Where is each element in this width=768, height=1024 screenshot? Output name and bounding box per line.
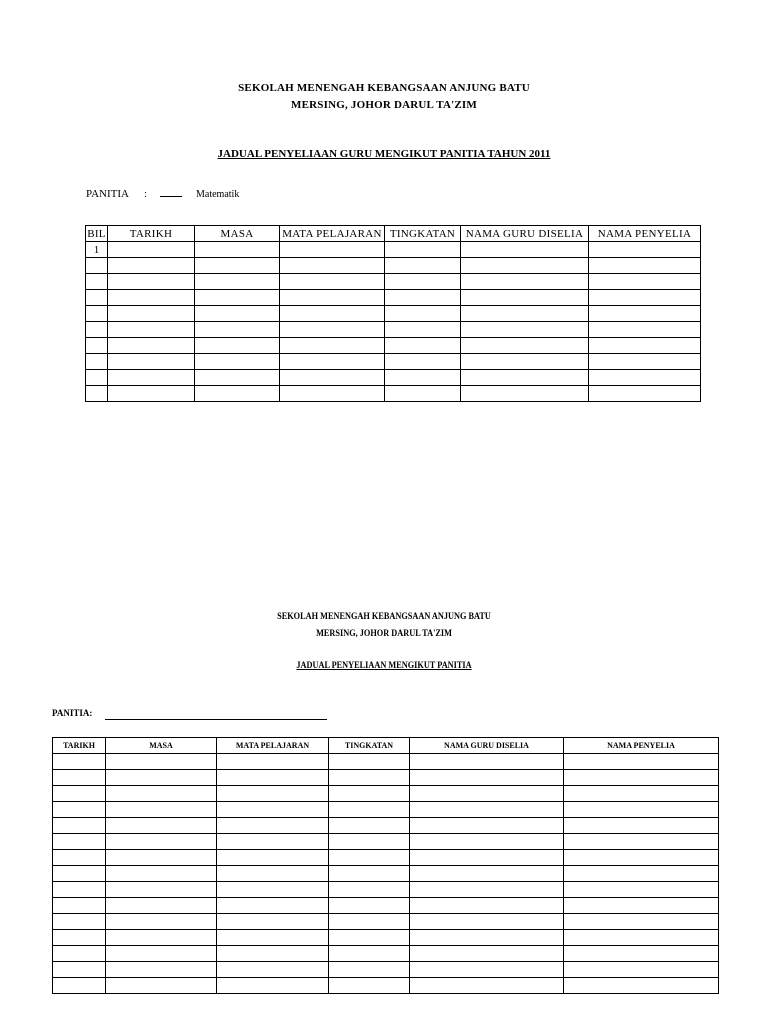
table-row [86,242,701,258]
table-cell[interactable] [106,834,217,850]
form1-address: MERSING, JOHOR DARUL TA'ZIM [291,99,477,111]
table-row [86,274,701,290]
table-cell[interactable] [564,802,719,818]
table-cell[interactable] [106,786,217,802]
table-cell[interactable] [410,978,564,994]
table-cell[interactable] [106,818,217,834]
table-cell[interactable] [106,866,217,882]
table-cell[interactable] [410,850,564,866]
table-row [53,802,719,818]
table-row [86,258,701,274]
form1-panitia-colon: : [144,188,148,200]
table-cell[interactable] [106,946,217,962]
table-cell[interactable] [53,834,106,850]
table-cell[interactable] [564,946,719,962]
table-cell[interactable] [106,914,217,930]
table-cell[interactable] [280,274,385,290]
table-cell[interactable] [329,802,410,818]
table-cell[interactable] [217,946,329,962]
form2-col-masa: MASA [106,738,217,754]
table-cell[interactable] [410,770,564,786]
table-cell[interactable] [86,322,108,338]
table-row [53,834,719,850]
table-row [53,930,719,946]
table-cell[interactable] [280,290,385,306]
table-cell[interactable] [53,962,106,978]
table-cell[interactable] [53,786,106,802]
form2-address: MERSING, JOHOR DARUL TA'ZIM [316,628,452,638]
table-cell[interactable] [108,290,195,306]
form1-header-row [86,226,701,242]
table-cell[interactable] [589,370,701,386]
table-cell[interactable] [564,834,719,850]
table-cell[interactable] [280,242,385,258]
table-cell[interactable] [217,850,329,866]
form1-col-mata-pelajaran: MATA PELAJARAN [280,226,385,242]
table-cell[interactable] [108,338,195,354]
table-cell[interactable] [410,818,564,834]
table-cell[interactable] [410,882,564,898]
form1-title: JADUAL PENYELIAAN GURU MENGIKUT PANITIA TAHUN 2011 [217,148,551,160]
table-cell[interactable] [461,370,589,386]
table-cell[interactable] [280,322,385,338]
table-cell[interactable] [461,386,589,402]
table-cell[interactable] [195,386,280,402]
table-cell[interactable] [86,290,108,306]
form1-panitia-blank [160,187,182,197]
table-cell[interactable] [106,978,217,994]
table-cell[interactable] [461,290,589,306]
table-cell[interactable] [410,866,564,882]
form2-col-tarikh: TARIKH [53,738,106,754]
table-cell[interactable] [53,898,106,914]
table-cell[interactable] [329,818,410,834]
table-cell[interactable] [329,962,410,978]
table-cell[interactable] [329,850,410,866]
table-cell[interactable] [53,914,106,930]
table-cell[interactable] [564,754,719,770]
table-cell[interactable] [589,354,701,370]
table-cell[interactable] [410,786,564,802]
table-cell[interactable] [564,978,719,994]
table-cell[interactable] [385,242,461,258]
form2-school-name: SEKOLAH MENENGAH KEBANGSAAN ANJUNG BATU [277,611,491,621]
table-cell[interactable] [195,370,280,386]
table-cell[interactable] [217,962,329,978]
table-cell[interactable] [564,866,719,882]
form1-schedule-table [85,225,701,402]
table-cell[interactable] [195,258,280,274]
table-cell[interactable] [385,290,461,306]
table-row [53,754,719,770]
table-cell[interactable] [329,866,410,882]
table-cell[interactable] [589,338,701,354]
table-cell[interactable] [329,978,410,994]
table-cell[interactable] [108,354,195,370]
table-cell[interactable] [280,258,385,274]
form1-school-name: SEKOLAH MENENGAH KEBANGSAAN ANJUNG BATU [238,82,530,94]
table-cell[interactable] [385,322,461,338]
table-cell[interactable] [329,834,410,850]
form1-panitia-label: PANITIA [86,188,129,200]
table-cell[interactable] [106,962,217,978]
form2-col-nama-penyelia: NAMA PENYELIA [564,738,719,754]
table-cell[interactable] [329,770,410,786]
table-cell[interactable] [564,850,719,866]
table-cell[interactable] [108,370,195,386]
form2-schedule-table [52,737,719,994]
table-cell[interactable] [106,770,217,786]
table-cell[interactable] [217,786,329,802]
table-row [86,354,701,370]
table-cell[interactable] [217,898,329,914]
table-cell[interactable] [106,898,217,914]
table-cell[interactable] [329,914,410,930]
table-row [86,370,701,386]
table-cell[interactable] [86,274,108,290]
table-cell[interactable] [195,242,280,258]
table-cell[interactable] [589,306,701,322]
table-cell[interactable] [108,242,195,258]
table-cell[interactable] [461,242,589,258]
table-cell[interactable] [329,786,410,802]
table-cell[interactable] [217,914,329,930]
table-cell[interactable] [329,882,410,898]
table-cell[interactable] [195,274,280,290]
table-cell[interactable] [410,930,564,946]
table-cell[interactable] [217,834,329,850]
form2-panitia-label: PANITIA: [52,708,93,718]
table-row [53,850,719,866]
table-cell[interactable] [86,306,108,322]
form2-col-nama-guru-diselia: NAMA GURU DISELIA [410,738,564,754]
table-cell[interactable] [108,386,195,402]
table-cell[interactable] [195,338,280,354]
table-cell[interactable] [564,898,719,914]
form1-col-bil: BIL [87,227,106,240]
table-row [53,882,719,898]
table-cell[interactable] [195,290,280,306]
table-row [86,338,701,354]
table-row [53,770,719,786]
table-cell[interactable] [410,962,564,978]
form1-col-nama-guru-diselia: NAMA GURU DISELIA [461,226,589,242]
table-cell[interactable] [106,754,217,770]
table-cell[interactable] [385,370,461,386]
table-cell[interactable] [564,962,719,978]
table-cell[interactable] [385,338,461,354]
table-cell[interactable] [86,370,108,386]
table-row [86,290,701,306]
table-row [53,978,719,994]
table-cell[interactable] [385,274,461,290]
table-cell[interactable] [217,930,329,946]
table-cell[interactable] [461,354,589,370]
table-row [53,946,719,962]
table-cell[interactable] [217,802,329,818]
table-cell[interactable] [385,306,461,322]
table-cell[interactable] [589,242,701,258]
table-cell[interactable] [108,306,195,322]
form1-col-tarikh: TARIKH [108,226,195,242]
table-cell[interactable] [217,978,329,994]
table-cell[interactable] [86,338,108,354]
table-cell[interactable] [195,306,280,322]
table-cell[interactable] [86,258,108,274]
table-row [53,962,719,978]
table-cell[interactable] [217,754,329,770]
table-cell[interactable] [589,386,701,402]
table-cell[interactable] [589,290,701,306]
table-cell[interactable] [329,754,410,770]
table-cell[interactable] [564,786,719,802]
table-row [86,322,701,338]
table-cell[interactable] [564,770,719,786]
form2-col-mata-pelajaran: MATA PELAJARAN [217,738,329,754]
form1-col-tingkatan: TINGKATAN [385,226,461,242]
table-cell[interactable] [106,882,217,898]
table-cell[interactable] [280,354,385,370]
table-cell[interactable] [461,306,589,322]
table-cell[interactable] [53,930,106,946]
table-cell[interactable] [564,882,719,898]
table-cell[interactable] [53,978,106,994]
table-cell[interactable] [410,754,564,770]
table-cell[interactable] [53,866,106,882]
form2-col-tingkatan: TINGKATAN [329,738,410,754]
table-cell[interactable] [108,258,195,274]
table-cell[interactable] [564,818,719,834]
form1-col-nama-penyelia: NAMA PENYELIA [589,226,701,242]
table-row [53,866,719,882]
table-cell[interactable] [217,866,329,882]
table-cell[interactable] [564,914,719,930]
table-cell[interactable] [589,258,701,274]
table-cell[interactable] [329,946,410,962]
table-cell[interactable] [53,882,106,898]
form2-panitia-row [52,708,92,718]
table-cell[interactable] [564,930,719,946]
table-cell[interactable] [53,770,106,786]
table-cell[interactable] [280,370,385,386]
form2-title: JADUAL PENYELIAAN MENGIKUT PANITIA [296,660,472,670]
table-cell[interactable] [53,946,106,962]
table-cell[interactable] [461,274,589,290]
table-cell[interactable] [329,930,410,946]
table-row [53,898,719,914]
table-cell[interactable] [410,914,564,930]
table-cell[interactable] [385,258,461,274]
table-cell[interactable] [53,818,106,834]
form1-col-masa: MASA [195,226,280,242]
form2-header-row [53,738,719,754]
table-cell[interactable] [217,882,329,898]
table-cell[interactable] [108,322,195,338]
table-row [53,818,719,834]
table-cell[interactable] [329,898,410,914]
form2-panitia-line [105,719,327,720]
table-cell[interactable] [108,274,195,290]
table-cell[interactable] [589,274,701,290]
table-cell[interactable] [217,770,329,786]
table-cell[interactable] [280,338,385,354]
form1-panitia-row [86,187,239,200]
table-cell[interactable] [217,818,329,834]
table-cell[interactable]: 1 [86,242,108,258]
table-cell[interactable] [86,386,108,402]
table-cell[interactable] [461,258,589,274]
table-cell[interactable] [410,802,564,818]
table-cell[interactable] [106,850,217,866]
table-cell[interactable] [461,322,589,338]
table-cell[interactable] [385,354,461,370]
table-row [86,386,701,402]
table-row [86,306,701,322]
table-cell[interactable] [53,754,106,770]
table-cell[interactable] [106,802,217,818]
table-cell[interactable] [106,930,217,946]
table-cell[interactable] [53,850,106,866]
table-cell[interactable] [410,898,564,914]
table-row [53,786,719,802]
table-cell[interactable] [280,386,385,402]
table-cell[interactable] [410,946,564,962]
table-cell[interactable] [195,354,280,370]
table-cell[interactable] [86,354,108,370]
form1-panitia-value: Matematik [196,189,240,200]
table-cell[interactable] [589,322,701,338]
table-cell[interactable] [53,802,106,818]
table-cell[interactable] [195,322,280,338]
table-cell[interactable] [280,306,385,322]
table-cell[interactable] [410,834,564,850]
table-cell[interactable] [461,338,589,354]
table-row [53,914,719,930]
table-cell[interactable] [385,386,461,402]
